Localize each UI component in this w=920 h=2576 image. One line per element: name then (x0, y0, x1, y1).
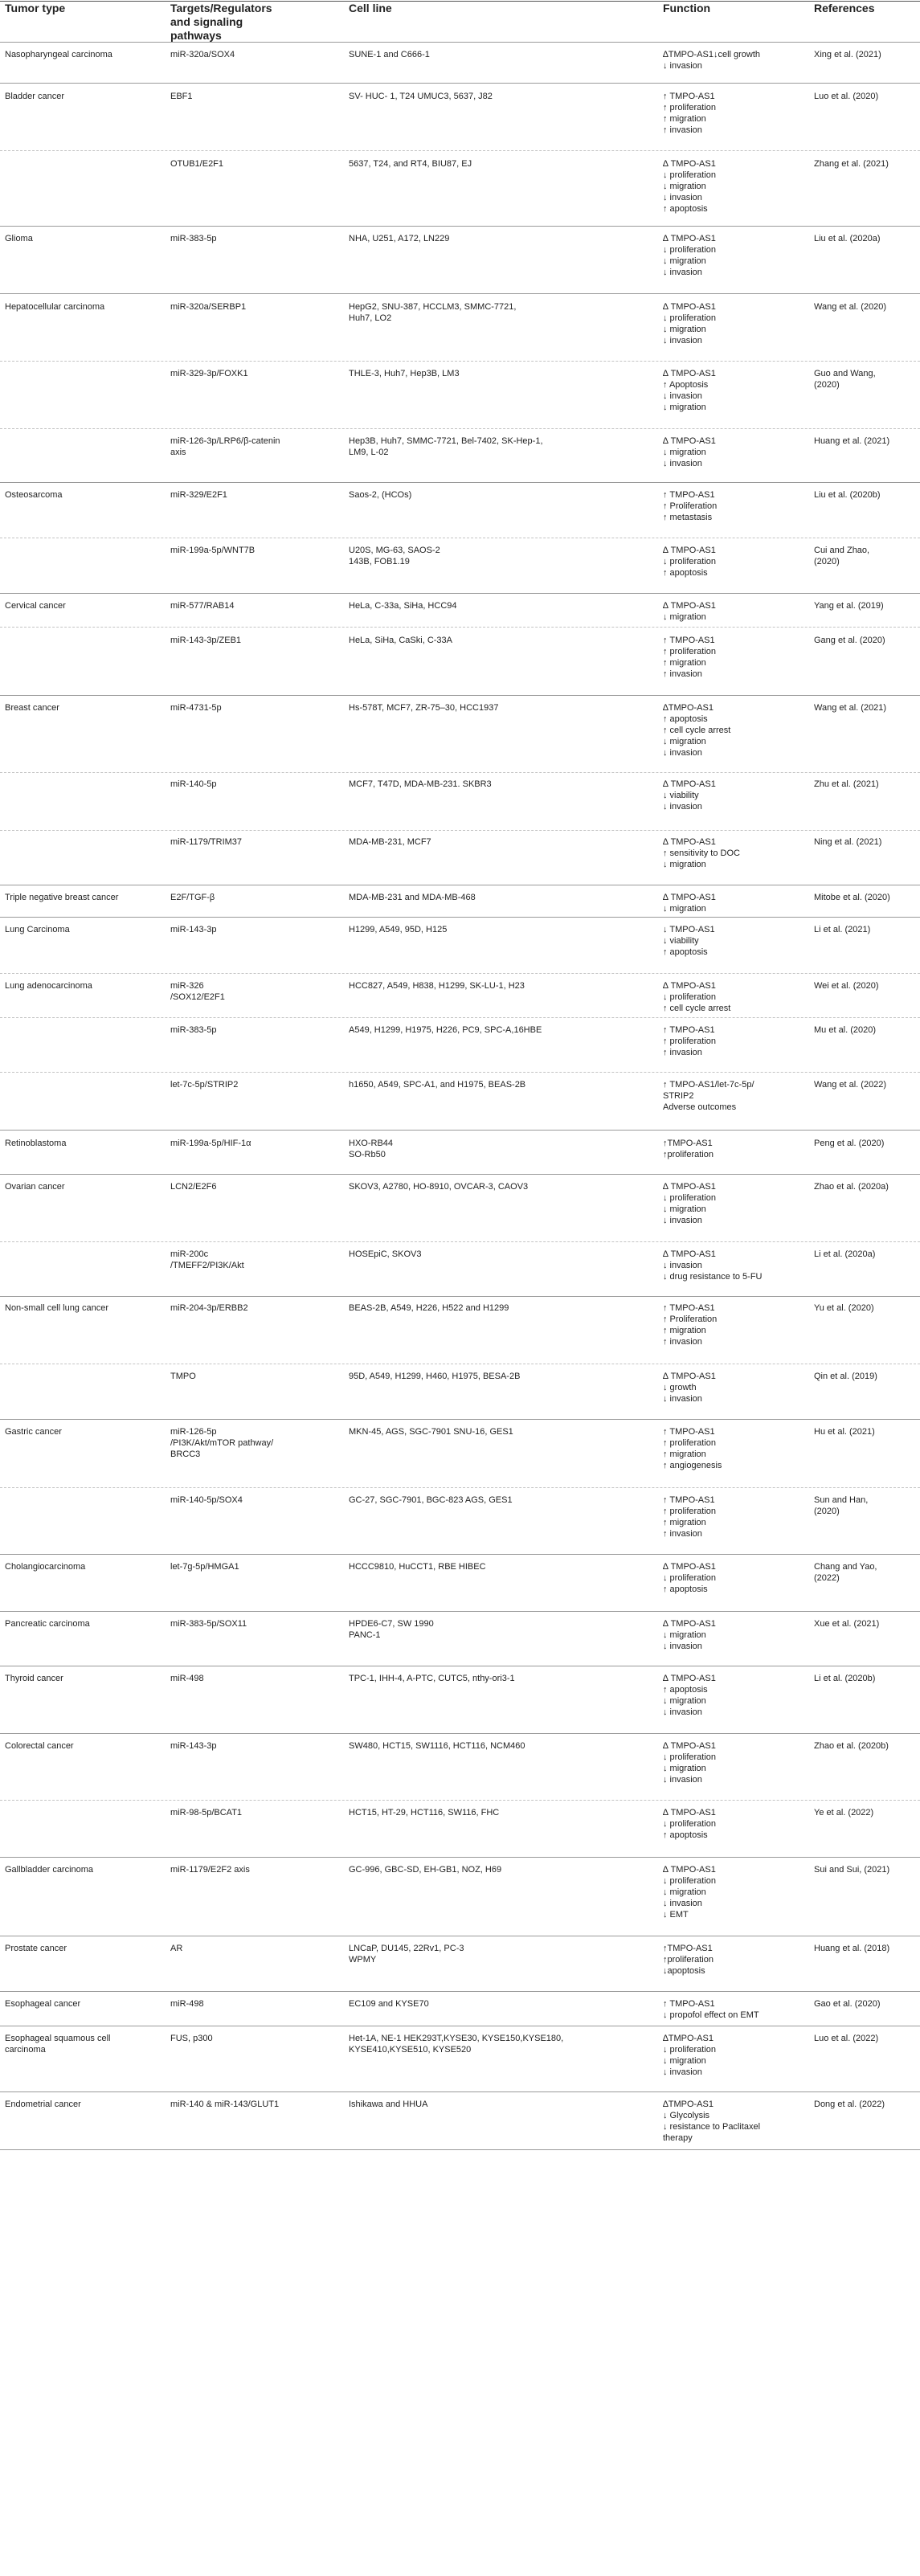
cell-target: let-7g-5p/HMGA1 (170, 1562, 239, 1572)
cell-tumor-type: Colorectal cancer (5, 1741, 74, 1751)
row-separator (0, 83, 920, 84)
cell-target: miR-329/E2F1 (170, 490, 227, 500)
cell-tumor-type: Cervical cancer (5, 601, 66, 611)
header-cell-line: Cell line (349, 2, 392, 14)
cell-function: ∆ TMPO-AS1 ↓ proliferation ↓ migration ↓ invasion (663, 302, 717, 346)
row-separator (0, 1991, 920, 1992)
row-separator (0, 627, 920, 628)
cell-cell-line: SW480, HCT15, SW1116, HCT116, NCM460 (349, 1741, 525, 1751)
cell-function: ↑ TMPO-AS1 ↑ proliferation ↑ invasion (663, 1025, 717, 1057)
cell-target: TMPO (170, 1372, 196, 1381)
row-separator (0, 428, 920, 429)
cell-target: miR-383-5p/SOX11 (170, 1619, 247, 1629)
cell-function: ∆ TMPO-AS1 ↓ viability ↓ invasion (663, 779, 716, 812)
cell-tumor-type: Retinoblastoma (5, 1139, 67, 1148)
cell-target: miR-199a-5p/HIF-1α (170, 1139, 251, 1148)
cell-reference: Ning et al. (2021) (814, 837, 882, 847)
cell-reference: Li et al. (2020a) (814, 1249, 876, 1259)
cell-function: ∆TMPO-AS1 ↓ proliferation ↓ migration ↓ invasion (663, 2034, 717, 2077)
cell-function: ∆ TMPO-AS1 ↓ migration ↓ invasion (663, 436, 716, 468)
cell-function: ∆ TMPO-AS1 ↑ Apoptosis ↓ invasion ↓ migration (663, 369, 716, 412)
cell-target: FUS, p300 (170, 2034, 213, 2043)
cell-target: miR-200c /TMEFF2/PI3K/Akt (170, 1249, 244, 1270)
row-separator (0, 2091, 920, 2092)
cell-cell-line: BEAS-2B, A549, H226, H522 and H1299 (349, 1303, 509, 1313)
row-separator (0, 2149, 920, 2150)
cell-reference: Huang et al. (2018) (814, 1944, 890, 1953)
cell-function: ∆ TMPO-AS1 ↓ migration ↓ invasion (663, 1619, 716, 1651)
cell-function: ∆ TMPO-AS1 ↑ sensitivity to DOC ↓ migration (663, 837, 740, 869)
cell-cell-line: H1299, A549, 95D, H125 (349, 925, 448, 934)
cell-target: miR-126-3p/LRP6/β-catenin axis (170, 436, 280, 457)
cell-reference: Chang and Yao, (2022) (814, 1562, 877, 1583)
cell-reference: Wei et al. (2020) (814, 981, 879, 991)
cell-target: miR-498 (170, 1674, 204, 1683)
cell-target: miR-143-3p (170, 1741, 217, 1751)
cell-tumor-type: Breast cancer (5, 703, 59, 713)
cell-reference: Cui and Zhao, (2020) (814, 546, 870, 566)
cell-reference: Gao et al. (2020) (814, 1999, 881, 2009)
cell-target: AR (170, 1944, 183, 1953)
cell-tumor-type: Non-small cell lung cancer (5, 1303, 108, 1313)
row-separator (0, 1419, 920, 1420)
cell-reference: Luo et al. (2020) (814, 92, 879, 101)
cell-target: miR-326 /SOX12/E2F1 (170, 981, 225, 1002)
row-separator (0, 293, 920, 294)
cell-reference: Gang et al. (2020) (814, 636, 885, 645)
cell-cell-line: SKOV3, A2780, HO-8910, OVCAR-3, CAOV3 (349, 1182, 529, 1192)
row-separator (0, 1296, 920, 1297)
cell-function: ∆TMPO-AS1 ↓ Glycolysis ↓ resistance to Paclitaxel therapy (663, 2100, 761, 2143)
row-separator (0, 973, 920, 974)
cell-reference: Luo et al. (2022) (814, 2034, 879, 2043)
table-header (0, 0, 920, 42)
cell-tumor-type: Glioma (5, 234, 33, 243)
header-tumor-type: Tumor type (5, 2, 66, 14)
cell-reference: Sun and Han, (2020) (814, 1495, 869, 1516)
cell-reference: Wang et al. (2022) (814, 1080, 887, 1090)
cell-tumor-type: Gallbladder carcinoma (5, 1865, 94, 1875)
cell-reference: Xing et al. (2021) (814, 50, 881, 59)
cell-tumor-type: Osteosarcoma (5, 490, 63, 500)
cell-reference: Wang et al. (2020) (814, 302, 887, 312)
cell-tumor-type: Hepatocellular carcinoma (5, 302, 105, 312)
cell-function: ∆ TMPO-AS1 ↓ growth ↓ invasion (663, 1372, 716, 1404)
row-separator (0, 1072, 920, 1073)
cell-function: ↑ TMPO-AS1 ↑ Proliferation ↑ metastasis (663, 490, 718, 522)
row-separator (0, 1487, 920, 1488)
cell-function: ∆ TMPO-AS1 ↓ proliferation ↓ migration ↓ invasion (663, 1741, 717, 1785)
cell-function: ∆ TMPO-AS1 ↓ proliferation ↓ migration ↓ invasion ↓ EMT (663, 1865, 717, 1920)
cell-cell-line: SV- HUC- 1, T24 UMUC3, 5637, J82 (349, 92, 493, 101)
cell-cell-line: HCCC9810, HuCCT1, RBE HIBEC (349, 1562, 486, 1572)
cell-cell-line: MDA-MB-231, MCF7 (349, 837, 431, 847)
cell-cell-line: 95D, A549, H1299, H460, H1975, BESA-2B (349, 1372, 521, 1381)
cell-target: miR-199a-5p/WNT7B (170, 546, 256, 555)
cell-cell-line: MKN-45, AGS, SGC-7901 SNU-16, GES1 (349, 1427, 513, 1437)
cell-reference: Qin et al. (2019) (814, 1372, 877, 1381)
row-separator (0, 917, 920, 918)
cell-reference: Liu et al. (2020a) (814, 234, 881, 243)
cell-function: ↑ TMPO-AS1 ↑ proliferation ↑ migration ↑ invasion (663, 636, 717, 679)
cell-cell-line: HCT15, HT-29, HCT116, SW116, FHC (349, 1808, 500, 1818)
cell-function: ∆TMPO-AS1 ↑ apoptosis ↑ cell cycle arrest ↓ migration ↓ invasion (663, 703, 731, 758)
cell-cell-line: Hs-578T, MCF7, ZR-75–30, HCC1937 (349, 703, 499, 713)
cell-function: ∆ TMPO-AS1 ↓ proliferation ↑ apoptosis (663, 546, 717, 578)
row-separator (0, 1241, 920, 1242)
row-separator (0, 1130, 920, 1131)
cell-cell-line: EC109 and KYSE70 (349, 1999, 429, 2009)
cell-target: miR-140 & miR-143/GLUT1 (170, 2100, 280, 2109)
cell-target: miR-1179/TRIM37 (170, 837, 243, 847)
cell-target: miR-4731-5p (170, 703, 222, 713)
cell-reference: Zhao et al. (2020a) (814, 1182, 889, 1192)
cell-function: ∆ TMPO-AS1 ↓ migration (663, 601, 716, 622)
cell-cell-line: THLE-3, Huh7, Hep3B, LM3 (349, 369, 460, 378)
cell-tumor-type: Triple negative breast cancer (5, 893, 119, 902)
cell-tumor-type: Prostate cancer (5, 1944, 67, 1953)
cell-target: miR-320a/SERBP1 (170, 302, 247, 312)
cell-tumor-type: Thyroid cancer (5, 1674, 63, 1683)
cell-cell-line: SUNE-1 and C666-1 (349, 50, 430, 59)
cell-cell-line: HepG2, SNU-387, HCCLM3, SMMC-7721, Huh7, LO2 (349, 302, 517, 323)
header-references: References (814, 2, 875, 14)
cell-tumor-type: Endometrial cancer (5, 2100, 81, 2109)
row-separator (0, 226, 920, 227)
cell-reference: Li et al. (2020b) (814, 1674, 876, 1683)
cell-function: ∆ TMPO-AS1 ↓ proliferation ↑ apoptosis (663, 1808, 717, 1840)
cell-reference: Mu et al. (2020) (814, 1025, 877, 1035)
cell-target: OTUB1/E2F1 (170, 159, 224, 169)
cell-target: miR-140-5p (170, 779, 217, 789)
row-separator (0, 1857, 920, 1858)
cell-tumor-type: Pancreatic carcinoma (5, 1619, 90, 1629)
cell-cell-line: GC-996, GBC-SD, EH-GB1, NOZ, H69 (349, 1865, 502, 1875)
cell-function: ↑TMPO-AS1 ↑proliferation (663, 1139, 714, 1159)
cell-reference: Zhu et al. (2021) (814, 779, 879, 789)
cell-cell-line: Hep3B, Huh7, SMMC-7721, Bel-7402, SK-Hep-1, LM9, L-02 (349, 436, 543, 457)
cell-tumor-type: Lung Carcinoma (5, 925, 70, 934)
cell-function: ↑ TMPO-AS1 ↑ proliferation ↑ migration ↑ invasion (663, 1495, 717, 1539)
cell-tumor-type: Bladder cancer (5, 92, 64, 101)
cell-cell-line: MCF7, T47D, MDA-MB-231. SKBR3 (349, 779, 492, 789)
cell-reference: Zhang et al. (2021) (814, 159, 889, 169)
cell-target: E2F/TGF-β (170, 893, 215, 902)
cell-target: miR-143-3p/ZEB1 (170, 636, 242, 645)
cell-cell-line: 5637, T24, and RT4, BIU87, EJ (349, 159, 472, 169)
cell-reference: Dong et al. (2022) (814, 2100, 885, 2109)
cell-reference: Ye et al. (2022) (814, 1808, 874, 1818)
cell-reference: Hu et al. (2021) (814, 1427, 875, 1437)
cell-function: ↑ TMPO-AS1/let-7c-5p/ STRIP2 Adverse outcomes (663, 1080, 754, 1112)
cell-reference: Zhao et al. (2020b) (814, 1741, 889, 1751)
cell-cell-line: HOSEpiC, SKOV3 (349, 1249, 422, 1259)
cell-cell-line: Het-1A, NE-1 HEK293T,KYSE30, KYSE150,KYSE180, KYSE410,KYSE510, KYSE520 (349, 2034, 564, 2055)
row-separator (0, 42, 920, 43)
cell-cell-line: HeLa, C-33a, SiHa, HCC94 (349, 601, 457, 611)
cell-function: ∆TMPO-AS1↓cell growth ↓ invasion (663, 50, 761, 71)
cell-target: miR-143-3p (170, 925, 217, 934)
cell-reference: Wang et al. (2021) (814, 703, 887, 713)
cell-function: ∆ TMPO-AS1 ↓ proliferation ↓ migration ↓ invasion (663, 1182, 717, 1225)
cell-tumor-type: Cholangiocarcinoma (5, 1562, 86, 1572)
cell-function: ↑ TMPO-AS1 ↓ propofol effect on EMT (663, 1999, 759, 2020)
cell-cell-line: GC-27, SGC-7901, BGC-823 AGS, GES1 (349, 1495, 513, 1505)
cell-tumor-type: Gastric cancer (5, 1427, 62, 1437)
cell-tumor-type: Nasopharyngeal carcinoma (5, 50, 112, 59)
cell-target: miR-320a/SOX4 (170, 50, 235, 59)
cell-target: LCN2/E2F6 (170, 1182, 217, 1192)
cell-cell-line: TPC-1, IHH-4, A-PTC, CUTC5, nthy-ori3-1 (349, 1674, 515, 1683)
cell-function: ↑ TMPO-AS1 ↑ proliferation ↑ migration ↑ angiogenesis (663, 1427, 722, 1470)
cell-target: miR-329-3p/FOXK1 (170, 369, 248, 378)
cell-function: ↑ TMPO-AS1 ↑ Proliferation ↑ migration ↑ invasion (663, 1303, 718, 1347)
cell-cell-line: HPDE6-C7, SW 1990 PANC-1 (349, 1619, 434, 1640)
cell-tumor-type: Ovarian cancer (5, 1182, 65, 1192)
cell-reference: Liu et al. (2020b) (814, 490, 881, 500)
cell-target: miR-1179/E2F2 axis (170, 1865, 250, 1875)
cell-reference: Xue et al. (2021) (814, 1619, 880, 1629)
header-function: Function (663, 2, 711, 14)
cell-function: ∆ TMPO-AS1 ↓ proliferation ↓ migration ↓ invasion (663, 234, 717, 277)
row-separator (0, 593, 920, 594)
cell-target: miR-140-5p/SOX4 (170, 1495, 243, 1505)
cell-cell-line: HCC827, A549, H838, H1299, SK-LU-1, H23 (349, 981, 525, 991)
cell-function: ∆ TMPO-AS1 ↓ proliferation ↑ apoptosis (663, 1562, 717, 1594)
cell-target: miR-98-5p/BCAT1 (170, 1808, 243, 1818)
cell-function: ∆ TMPO-AS1 ↑ apoptosis ↓ migration ↓ invasion (663, 1674, 716, 1717)
row-separator (0, 1174, 920, 1175)
cell-reference: Peng et al. (2020) (814, 1139, 885, 1148)
cell-target: miR-498 (170, 1999, 204, 2009)
cell-reference: Yu et al. (2020) (814, 1303, 874, 1313)
cell-cell-line: Ishikawa and HHUA (349, 2100, 428, 2109)
row-separator (0, 1733, 920, 1734)
row-separator (0, 150, 920, 151)
cell-cell-line: A549, H1299, H1975, H226, PC9, SPC-A,16HBE (349, 1025, 542, 1035)
row-separator (0, 1800, 920, 1801)
cell-cell-line: LNCaP, DU145, 22Rv1, PC-3 WPMY (349, 1944, 464, 1965)
cell-reference: Yang et al. (2019) (814, 601, 884, 611)
cell-cell-line: HeLa, SiHa, CaSki, C-33A (349, 636, 452, 645)
cell-function: ∆ TMPO-AS1 ↓ proliferation ↓ migration ↓ invasion ↑ apoptosis (663, 159, 717, 214)
cell-cell-line: Saos-2, (HCOs) (349, 490, 412, 500)
cell-target: EBF1 (170, 92, 193, 101)
row-separator (0, 482, 920, 483)
cell-target: miR-204-3p/ERBB2 (170, 1303, 248, 1313)
cell-function: ↑ TMPO-AS1 ↑ proliferation ↑ migration ↑ invasion (663, 92, 717, 135)
cell-cell-line: HXO-RB44 SO-Rb50 (349, 1139, 394, 1159)
row-separator (0, 772, 920, 773)
cell-reference: Sui and Sui, (2021) (814, 1865, 890, 1875)
cell-function: ∆ TMPO-AS1 ↓ migration (663, 893, 716, 914)
cell-reference: Mitobe et al. (2020) (814, 893, 890, 902)
row-separator (0, 1017, 920, 1018)
cell-cell-line: U20S, MG-63, SAOS-2 143B, FOB1.19 (349, 546, 440, 566)
cell-tumor-type: Esophageal squamous cell carcinoma (5, 2034, 111, 2055)
cell-target: let-7c-5p/STRIP2 (170, 1080, 239, 1090)
cell-target: miR-126-5p /PI3K/Akt/mTOR pathway/ BRCC3 (170, 1427, 274, 1459)
cell-cell-line: h1650, A549, SPC-A1, and H1975, BEAS-2B (349, 1080, 526, 1090)
cell-target: miR-383-5p (170, 1025, 217, 1035)
cell-reference: Guo and Wang, (2020) (814, 369, 876, 390)
cell-tumor-type: Lung adenocarcinoma (5, 981, 92, 991)
cell-target: miR-577/RAB14 (170, 601, 235, 611)
row-separator (0, 361, 920, 362)
row-separator (0, 1611, 920, 1612)
header-targets: Targets/Regulators and signaling pathways (170, 2, 272, 42)
cell-reference: Huang et al. (2021) (814, 436, 890, 446)
cell-cell-line: NHA, U251, A172, LN229 (349, 234, 450, 243)
row-separator (0, 830, 920, 831)
row-separator (0, 1554, 920, 1555)
cell-tumor-type: Esophageal cancer (5, 1999, 81, 2009)
cell-function: ↑TMPO-AS1 ↑proliferation ↓apoptosis (663, 1944, 714, 1976)
row-separator (0, 695, 920, 696)
cell-function: ↓ TMPO-AS1 ↓ viability ↑ apoptosis (663, 925, 715, 957)
cell-cell-line: MDA-MB-231 and MDA-MB-468 (349, 893, 476, 902)
cell-reference: Li et al. (2021) (814, 925, 871, 934)
cell-function: ∆ TMPO-AS1 ↓ invasion ↓ drug resistance to 5-FU (663, 1249, 763, 1282)
cell-target: miR-383-5p (170, 234, 217, 243)
cell-function: ∆ TMPO-AS1 ↓ proliferation ↑ cell cycle arrest (663, 981, 731, 1013)
